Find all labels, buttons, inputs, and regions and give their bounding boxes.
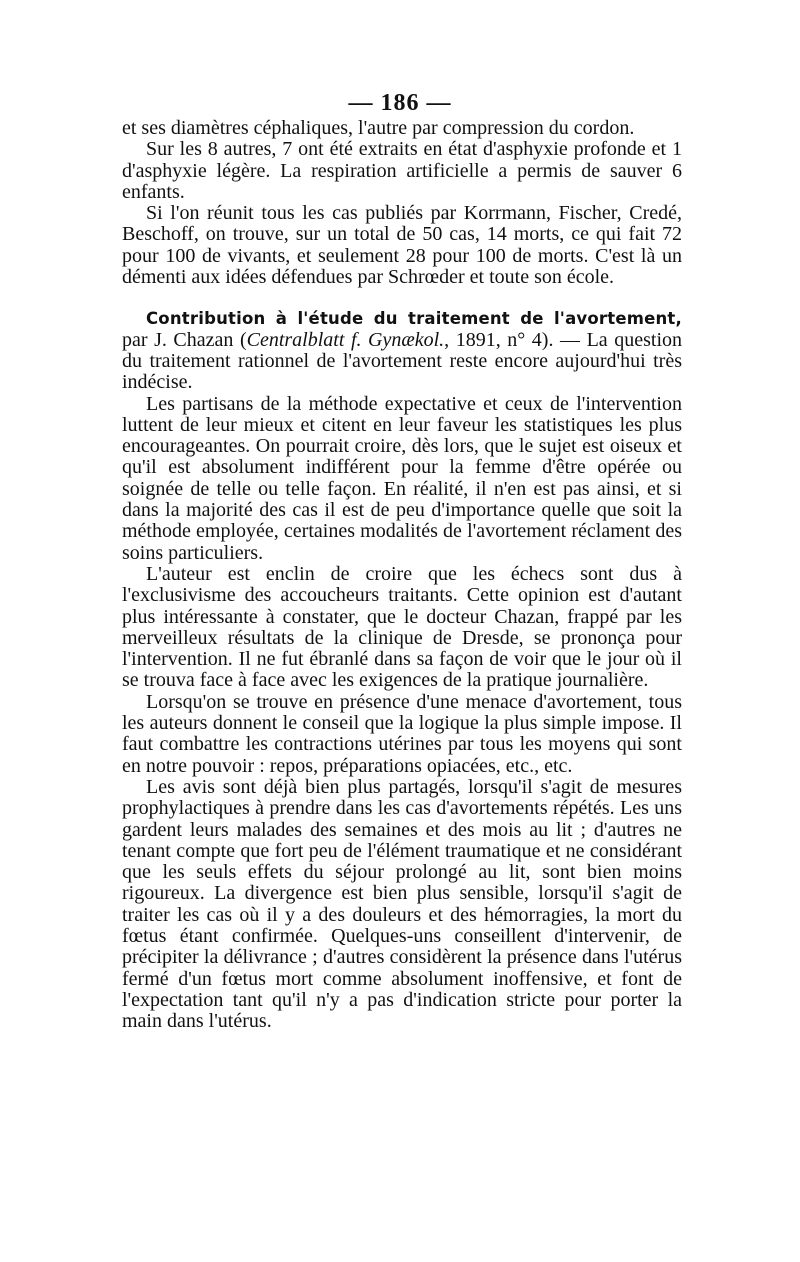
paragraph: Les avis sont déjà bien plus partagés, lorsqu'il s'agit de mesures prophylactiques à prendre dans les cas d'avortements répétés. Les uns gardent leurs malades des semaines et des mois au lit ; d'autres ne tenant compte que fort peu de l'élément traumatique et ne considérant que les seuls effets du séjour prolongé au lit, sont bien moins rigoureux. La divergence est bien plus sensible, lorsqu'il s'agit de traiter les cas où il y a des douleurs et des hémorragies, la mort du fœtus étant confirmée. Quelques-uns conseillent d'intervenir, de précipiter la délivrance ; d'autres considèrent la présence dans l'utérus fermé d'un fœtus mort comme absolument inoffensive, et font de l'expectation tant qu'il n'y a pas d'indication stricte pour porter la main dans l'utérus. [122, 775, 682, 1033]
paragraph: Sur les 8 autres, 7 ont été extraits en état d'asphyxie profonde et 1 d'asphyxie légère. La respiration artificielle a permis de sauver 6 enfants. [122, 138, 682, 203]
citation-rest: , 1891, n° 4). — La question du traitement rationnel de l'avortement reste encore aujourd'hui très indécise. [122, 328, 682, 394]
paragraph: L'auteur est enclin de croire que les échecs sont dus à l'exclusivisme des accoucheurs traitants. Cette opinion est d'autant plus intéressante à constater, que le docteur Chazan, frappé par les merveilleux résultats de la clinique de Dresde, se prononça pour l'intervention. Il ne fut ébranlé dans sa façon de voir que le jour où il se trouva face à face avec les exigences de la pratique journalière. [122, 562, 682, 692]
citation-author: par J. Chazan ( [122, 328, 247, 351]
citation-journal: Centralblatt f. Gynækol. [246, 328, 445, 351]
paragraph: Lorsqu'on se trouve en présence d'une menace d'avortement, tous les auteurs donnent le conseil que la logique la plus simple impose. Il faut combattre les contractions utérines par tous les moyens qui sont en notre pouvoir : repos, préparations opiacées, etc., etc. [122, 690, 682, 777]
paragraph: Les partisans de la méthode expectative et ceux de l'intervention luttent de leur mieux et citent en leur faveur les statistiques les plus encourageantes. On pourrait croire, dès lors, que le sujet est oiseux et qu'il est absolument indifférent pour la femme d'être opérée ou soignée de telle ou telle façon. En réalité, il n'en est pas ainsi, et si dans la majorité des cas il est de peu d'importance quelle que soit la méthode employée, certaines modalités de l'avortement réclament des soins particuliers. [122, 392, 682, 564]
paragraph-continuation: et ses diamètres céphaliques, l'autre par compression du cordon. [122, 117, 635, 139]
paragraph: Si l'on réunit tous les cas publiés par Korrmann, Fischer, Credé, Beschoff, on trouve, sur un total de 50 cas, 14 morts, ce qui fait 72 pour 100 de vivants, et seulement 28 pour 100 de morts. C'est là un démenti aux idées défendues par Schrœder et toute son école. [122, 202, 682, 289]
section-heading: Contribution à l'étude du traitement de l'avortement, [146, 309, 682, 329]
page-number: — 186 — [348, 90, 452, 116]
text-column [122, 118, 682, 1032]
section-paragraph [122, 308, 682, 393]
